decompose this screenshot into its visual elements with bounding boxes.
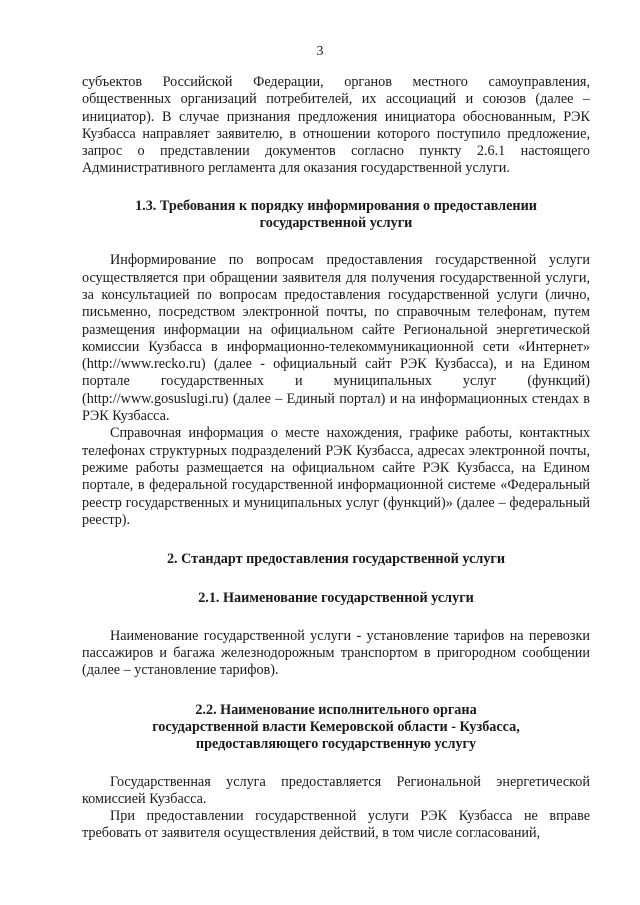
paragraph-restrictions: При предоставлении государственной услуги РЭК Кузбасса не вправе требовать от заявителя осуществления действий, в том числе согласований, — [82, 808, 590, 842]
page-number: 3 — [316, 44, 324, 59]
section-heading-2-2-line-2: государственной власти Кемеровской области - Кузбасса, — [152, 718, 520, 735]
paragraph-service-name: Наименование государственной услуги - установление тарифов на перевозки пассажиров и багажа железнодорожным транспортом в пригородном сообщении (далее – установление тарифов). — [82, 627, 590, 679]
section-heading-2-2-line-3: предоставляющего государственную услугу — [195, 736, 477, 753]
document-body — [82, 74, 590, 843]
section-heading-2-1: 2.1. Наименование государственной услуги — [198, 590, 474, 607]
paragraph-informing: Информирование по вопросам предоставления государственной услуги осуществляется при обращении заявителя для получения государственной услуги, за консультацией по вопросам предоставления государственной услуги (лично, письменно, посредством электронной почты, по справочным телефонам, путем размещения информации на официальном сайте Региональной энергетической комиссии Кузбасса в информационно-телекоммуникационной сети «Интернет» (http://www.recko.ru) (далее - официальный сайт РЭК Кузбасса), и на Едином портале государственных и муниципальных услуг (функций) (http://www.gosuslugi.ru) (далее – Единый портал) и на информационных стендах в РЭК Кузбасса. — [82, 252, 590, 425]
paragraph-reference-info: Справочная информация о месте нахождения, графике работы, контактных телефонах структурных подразделений РЭК Кузбасса, адресах электронной почты, режиме работы размещается на официальном сайте РЭК Кузбасса, на Едином портале, в федеральной государственной информационной системе «Федеральный реестр государственных и муниципальных услуг (функций)» (далее – федеральный реестр). — [82, 425, 590, 528]
section-heading-2: 2. Стандарт предоставления государственной услуги — [166, 551, 506, 568]
paragraph-service-provider: Государственная услуга предоставляется Региональной энергетической комиссией Кузбасса. — [82, 773, 590, 807]
section-heading-2-2-line-1: 2.2. Наименование исполнительного органа — [195, 701, 477, 718]
paragraph-intro-continuation: субъектов Российской Федерации, органов местного самоуправления, общественных организаций потребителей, их ассоциаций и союзов (далее – инициатор). В случае признания предложения инициатора обоснованным, РЭК Кузбасса направляет заявителю, в отношении которого поступило предложение, запрос о представлении документов согласно пункту 2.6.1 настоящего Административного регламента для оказания государственной услуги. — [82, 74, 590, 177]
section-heading-1-3: 1.3. Требования к порядку информирования о предоставлении государственной услуги — [135, 197, 537, 232]
